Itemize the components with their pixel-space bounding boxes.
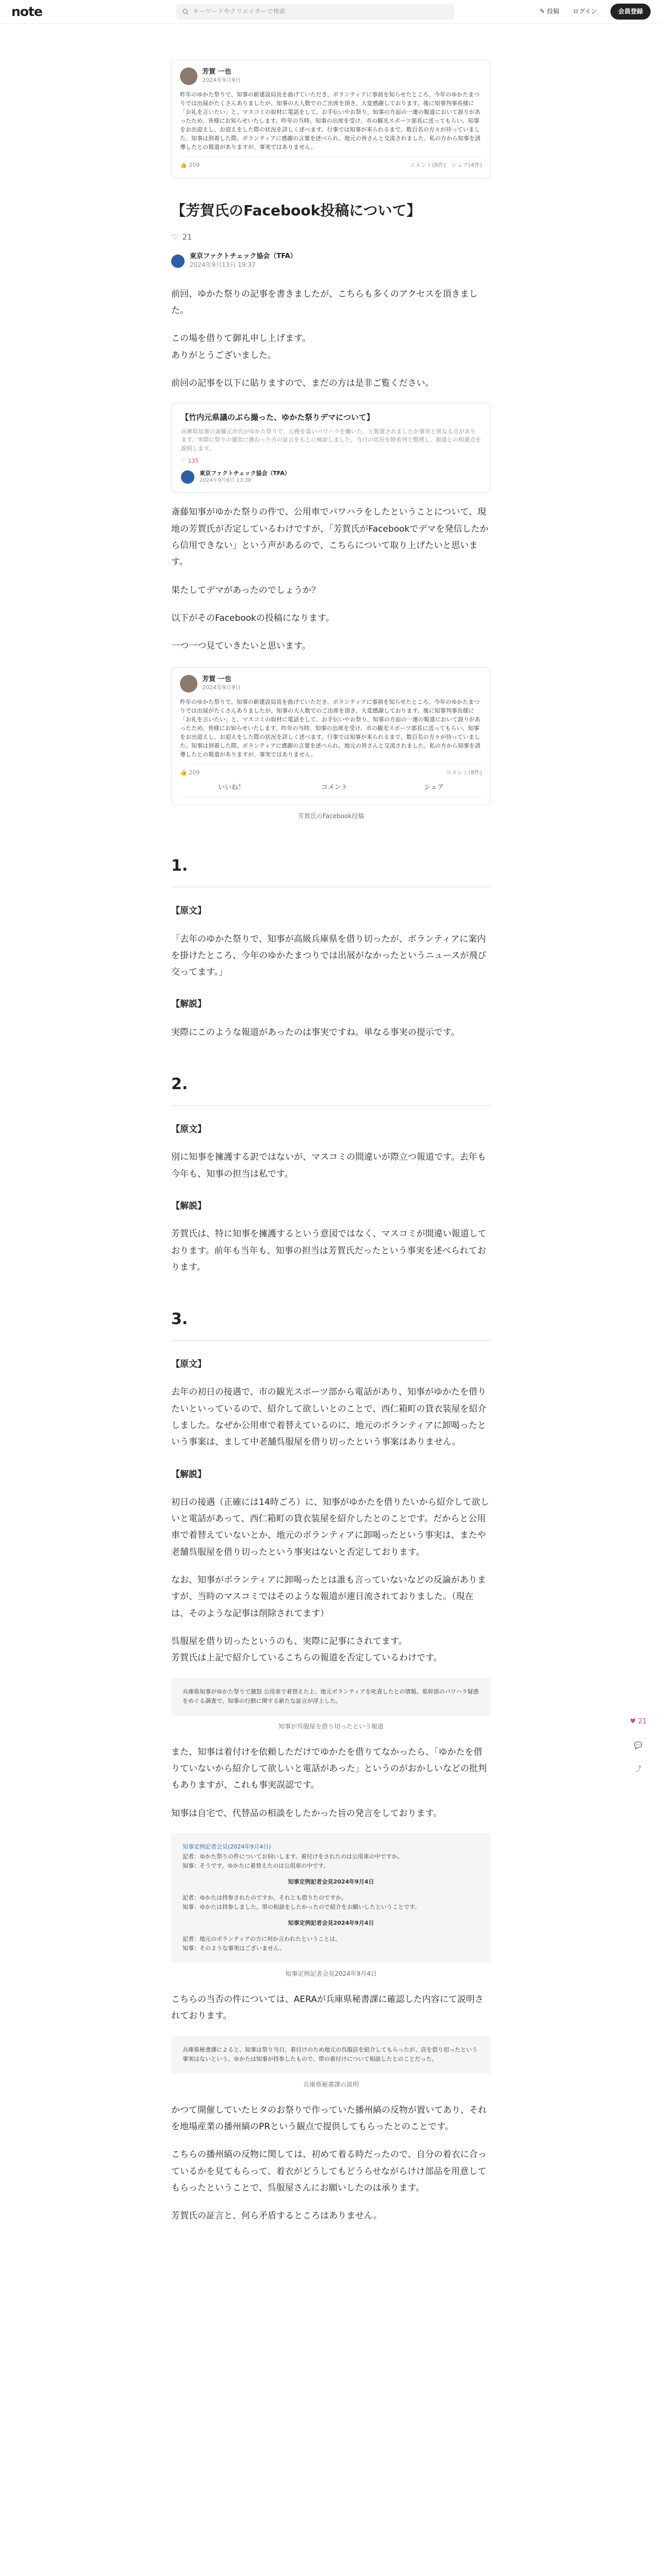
paragraph: かつて開催していたヒタのお祭りで作っていた播州縞の反物が置いてあり、それを地場産業の播州縞のPRという観点で提供してもらったとのことです。 xyxy=(171,2105,487,2132)
transcript-line: 記者：ゆかたは持参されたのですか、それとも借りたのですか。 xyxy=(183,1894,347,1901)
side-like-button[interactable]: ♥ 21 xyxy=(630,1718,647,1725)
original-label: 【原文】 xyxy=(171,906,206,917)
search-placeholder: キーワードやクリエイターで検索 xyxy=(193,8,286,15)
post-date: 2024年9月9日 xyxy=(202,684,241,691)
login-button[interactable]: ログイン xyxy=(572,8,597,15)
author-avatar xyxy=(171,255,185,268)
author-block[interactable] xyxy=(171,252,491,269)
search-icon xyxy=(183,9,189,15)
post-text: 昨年のゆかた祭りで、知事の新建設局長を曲げていただき、ボランティアに事前を知らせたところ、今年のゆかたまつりでは出展がたくさんありましたが、知事の大人数でのご出席を頂き、大変感謝しております。後に知事判事長様に「お礼を言いたい」と、マスコミの取材に電話をして、お手伝いやお祭り、知事の方面の一連の報道において誤りがあったため、皆様にお知らせいたします。昨年の当時、知事の出席を受け、市の観光スポーツ部長に送ってもらい、知事をお出迎えし、お迎えをした際の状況を詳しく述べます。行事では知事が来られるまで、数百名の方々が待っていました。知事は到着した際、ボランティアに感謝の言葉を述べられ、地元の皆さんと交流されました。私の方から知事を誘導したとの報道がありますが、事実ではありません。 xyxy=(180,91,481,151)
paragraph: 知事は自宅で、代替品の相談をしたかった旨の発言をしております。 xyxy=(171,1808,442,1819)
paragraph: また、知事は着付けを依頼しただけでゆかたを借りてなかったら、「ゆかたを借りていないから紹介して欲しいと電話があった」というのがおかしいなどの批判もありますが、これも事実誤認です。 xyxy=(171,1747,487,1791)
transcript-line: 知事定例記者会見2024年9月4日 xyxy=(288,1920,374,1927)
signup-button[interactable]: 会員登録 xyxy=(610,4,651,20)
embedded-article-card[interactable] xyxy=(171,403,491,493)
image-caption: 兵庫県秘書課の説明 xyxy=(303,2080,359,2088)
embed-likes: ♡ 135 xyxy=(181,457,199,465)
post-date: 2024年9月9日 xyxy=(202,77,241,84)
post-text: 昨年のゆかた祭りで、知事の新建設局長を曲げていただき、ボランティアに事前を知らせたところ、今年のゆかたまつりでは出展がたくさんありましたが、知事の大人数でのご出席を頂き、大変感謝しております。後に知事判事長様に「お礼を言いたい」と、マスコミの取材に電話をして、お手伝いやお祭り、知事の方面の一連の報道において誤りがあったため、皆様にお知らせいたします。昨年の当時、知事の出席を受け、市の観光スポーツ部長に送ってもらい、知事をお出迎えし、お迎えをした際の状況を詳しく述べます。行事では知事が来られるまで、数百名の方々が待っていました。知事は到着した際、ボランティアに感謝の言葉を述べられ、地元の皆さんと交流されました。私の方から知事を誘導したとの報道がありますが、事実ではありません。 xyxy=(180,698,481,758)
explanation-label: 【解説】 xyxy=(171,1469,206,1480)
image-caption: 知事定例記者会見2024年9月4日 xyxy=(285,1970,377,1978)
post-button[interactable]: ✎ 投稿 xyxy=(539,8,559,15)
publish-date: 2024年9月13日 19:37 xyxy=(190,261,256,269)
paragraph: こちらの播州縞の反物に関しては、初めて着る時だったので、自分の着衣に合っているかを見てもらって、着衣がどうしてもどうらせながらけけ部品を用意してもらったということで、呉服屋さんにお願いしたのは承ります。 xyxy=(171,2149,487,2193)
post-likes: 👍 209 xyxy=(180,769,200,776)
paragraph: 去年の初日の接遇で、市の観光スポーツ部から電話があり、知事がゆかたを借りたいといっているので、紹介して欲しいとのことで、西仁箱町の貸衣装屋を紹介しました。なぜか公用車で着替えているのに、地元のボランティアに卸喝ったという事案は、まして中老舗呉服屋を借り切ったという事案はありません。 xyxy=(171,1387,487,1448)
post-author: 芳賀 一也 xyxy=(202,68,231,76)
post-comments: コメント(8件) xyxy=(409,162,446,169)
section-heading: 1. xyxy=(171,851,491,887)
article-like-button[interactable] xyxy=(171,230,491,245)
paragraph: こちらの当否の件については、AERAが兵庫県秘書課に確認した内容にて説明されております。 xyxy=(171,1994,484,2022)
transcript-line: 知事：そのような事実はございません。 xyxy=(183,1945,285,1952)
note-logo[interactable]: note xyxy=(11,4,42,19)
transcript-link[interactable]: 知事定例記者会見(2024年9月4日) xyxy=(183,1843,271,1850)
quoted-news-image: 兵庫県知事がゆかた祭りで激怒 公用車で着替えた上、地元ボランティアを叱責したとの情報。県幹部のパワハラ疑惑をめぐる調査で、知事の行動に関する新たな証言が浮上した。 xyxy=(171,1678,491,1716)
paragraph: 一つ一つ見ていきたいと思います。 xyxy=(171,641,311,652)
post-likes: 👍 209 xyxy=(180,162,200,169)
section-heading: 2. xyxy=(171,1070,491,1106)
fb-comment-button: コメント xyxy=(321,783,348,791)
article-title: 【芳賀氏のFacebook投稿について】 xyxy=(171,202,421,219)
like-count: 21 xyxy=(182,232,192,242)
aera-quote-image: 兵庫県秘書課によると、知事は祭り当日、着付けのため地元の呉服店を紹介してもらったが、店を借り切ったという事実はないという。ゆかたは知事が持参したもので、帯の着付けについて相談したとのことだった。 xyxy=(171,2036,491,2074)
paragraph: 芳賀氏は、特に知事を擁護するという意図ではなく、マスコミが間違い報道しております。前年も当年も、知事の担当は芳賀氏だったという事実を述べられております。 xyxy=(171,1229,487,1273)
paragraph: 呉服屋を借り切ったというのも、実際に記事にされてます。 芳賀氏は上記で紹介しているこちらの報道を否定しているわけです。 xyxy=(171,1636,442,1664)
original-label: 【原文】 xyxy=(171,1124,206,1135)
paragraph: 斎藤知事がゆかた祭りの件で、公用車でパワハラをしたということについて、現地の芳賀氏が否定しているわけですが、「芳賀氏がFacebookでデマを発信したから信用できない」という声があるので、こちらについて取り上げたいと思います。 xyxy=(171,507,489,568)
search-input[interactable] xyxy=(176,4,455,20)
avatar xyxy=(180,675,197,692)
transcript-line: 記者：ゆかた祭りの件についてお伺いします。着付けをされたのは公用車の中ですか。 xyxy=(183,1853,403,1860)
paragraph: 果たしてデマがあったのでしょうか？ xyxy=(171,585,320,596)
paragraph: 以下がそのFacebookの投稿になります。 xyxy=(171,613,335,623)
transcript-line: 知事定例記者会見2024年9月4日 xyxy=(288,1878,374,1885)
post-shares: シェア(4件) xyxy=(451,162,482,169)
embed-title: 【竹内元県議のぶら撮った、ゆかた祭りデマについて】 xyxy=(181,413,374,422)
paragraph: なお、知事がボランティアに卸喝ったとは誰も言っていないなどの反論がありますが、当時のマスコミではそのような報道が連日流されておりました。（現在は、そのような記事は削除されてます） xyxy=(171,1575,486,1619)
floating-action-bar xyxy=(630,1716,647,1776)
transcript-line: 記者：地元のボランティアの方に何か言われたということは。 xyxy=(183,1935,341,1942)
post-comments: コメント(8件) xyxy=(445,769,482,776)
paragraph: 芳賀氏の証言と、何ら矛盾するところはありません。 xyxy=(171,2211,383,2222)
transcript-line: 知事：ゆかたは持参しました。帯の相談をしたかったので紹介をお願いしたということです。 xyxy=(183,1904,421,1911)
author-name: 東京ファクトチェック協会（TFA） xyxy=(190,252,297,261)
embed-author-avatar xyxy=(181,470,194,484)
fb-like-button: いいね！ xyxy=(218,783,245,791)
facebook-post-card-top xyxy=(171,60,491,179)
embed-excerpt: 兵庫県知事の斎藤元彦氏がゆかた祭りで、公務を装いパワハラを働いた、と報道されましたが事実と異なる点があります。実際に祭りの運営に携わった方の証言をもとに検証しました。当日の状況を時系列で整理し、報道との相違点を説明します。 xyxy=(181,428,482,452)
site-header xyxy=(0,0,662,24)
transcript-line: 知事：そうです。ゆかたに着替えたのは公用車の中です。 xyxy=(183,1862,329,1870)
explanation-label: 【解説】 xyxy=(171,1200,206,1211)
section-heading: 3. xyxy=(171,1304,491,1341)
paragraph: 前回の記事を以下に貼りますので、まだの方は是非ご覧ください。 xyxy=(171,378,434,388)
share-icon[interactable]: ⤴ xyxy=(635,1766,642,1774)
facebook-post-image xyxy=(171,667,491,806)
avatar xyxy=(180,67,197,85)
paragraph: 実際にこのような報道があったのは事実ですね。単なる事実の提示です。 xyxy=(171,1027,460,1038)
paragraph: この場を借りて御礼申し上げます。 ありがとうございました。 xyxy=(171,333,311,361)
image-caption: 知事が呉服屋を借り切ったという報道 xyxy=(278,1722,384,1730)
press-conference-transcript xyxy=(171,1833,491,1963)
paragraph: 「去年のゆかた祭りで、知事が高級兵庫県を借り切ったが、ボランティアに案内を掛けたところ、今年のゆかたまつりでは出展がなかったというニュースが飛び交ってます。」 xyxy=(171,934,487,978)
fb-share-button: シェア xyxy=(424,783,444,791)
paragraph: 前回、ゆかた祭りの記事を書きましたが、こちらも多くのアクセスを頂きました。 xyxy=(171,289,478,316)
embed-date: 2024年9月8日 13:38 xyxy=(200,478,252,484)
paragraph: 別に知事を擁護する訳ではないが、マスコミの間違いが際立つ報道です。去年も今年も、知事の担当は私です。 xyxy=(171,1152,486,1179)
paragraph: 初日の接遇（正確には14時ごろ）に、知事がゆかたを借りたいから紹介して欲しいと電話があって、西仁箱町の貸衣装屋を紹介したとのことです。だからと公用車で着替えていないとか、地元のボランティアに卸喝ったという事実は、またや老舗呉服屋を借り切ったという事実はないと否定しております。 xyxy=(171,1497,489,1557)
embed-author: 東京ファクトチェック協会（TFA） xyxy=(200,470,290,477)
original-label: 【原文】 xyxy=(171,1359,206,1370)
heart-icon: ♡ xyxy=(171,232,178,242)
explanation-label: 【解説】 xyxy=(171,999,206,1010)
comment-icon[interactable]: 💬 xyxy=(634,1741,642,1750)
image-caption: 芳賀氏のFacebook投稿 xyxy=(297,812,365,820)
post-author: 芳賀 一也 xyxy=(202,675,231,683)
